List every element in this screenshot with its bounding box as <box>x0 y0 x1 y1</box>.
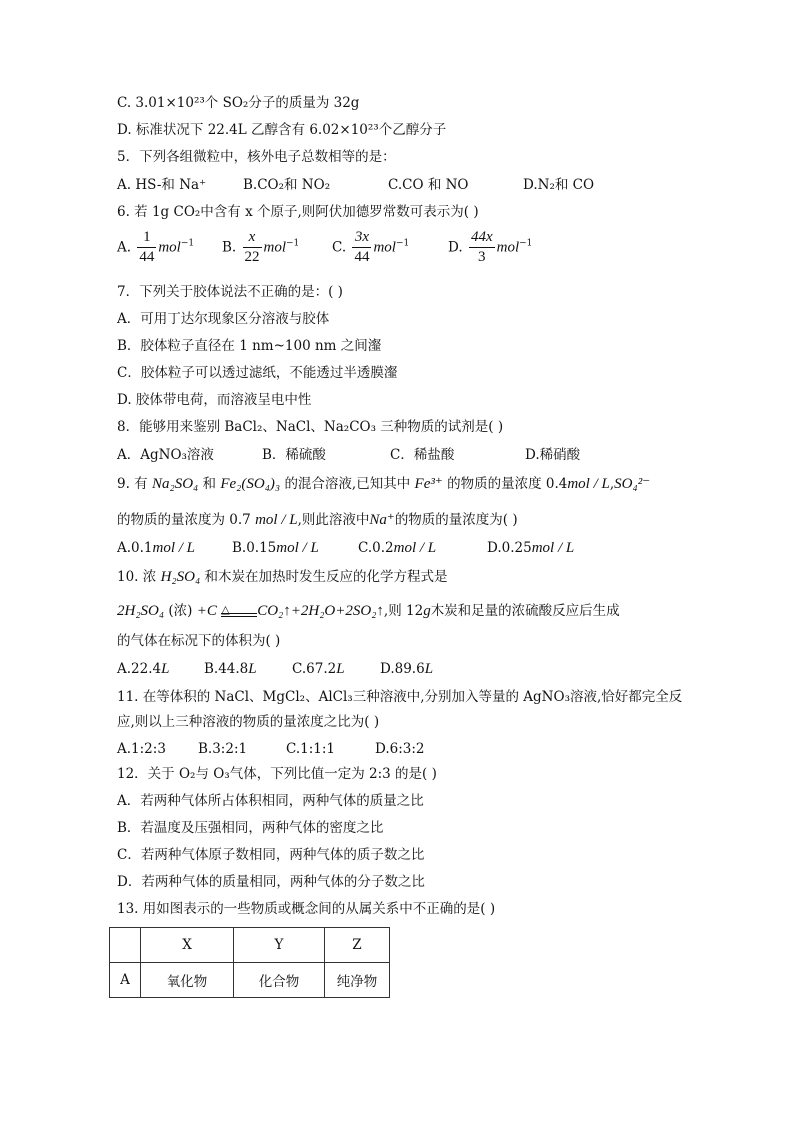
q6-options <box>0 230 794 274</box>
q6-option-d: D. $\frac{44x}{3}$ mol$^{-1}$ <box>448 229 533 265</box>
table-header-cell <box>110 928 141 963</box>
q7-option-b: B．胶体粒子直径在 1 nm~100 nm 之间瀣 <box>117 338 382 354</box>
q12-option-a: A．若两种气体所占体积相同，两种气体的质量之比 <box>117 793 424 809</box>
q10-stem-line1: 10. 浓 H₂SO₄ 和木炭在加热时发生反应的化学方程式是 <box>117 569 448 585</box>
q7-option-c: C．胶体粒子可以透过滤纸，不能透过半透膜瀣 <box>117 365 398 381</box>
q8-option-c: C．稀盐酸 <box>390 447 455 463</box>
q5-option-d: D.N₂和 CO <box>523 177 595 193</box>
q5-stem: 5．下列各组微粒中，核外电子总数相等的是： <box>117 149 396 165</box>
q10-option-b: B.44.8L <box>204 661 257 677</box>
fraction: $\frac{x}{22}$ <box>244 229 260 265</box>
q6-stem: 6. 若 1g CO₂中含有 x 个原子,则阿伏加德罗常数可表示为( ) <box>117 204 479 220</box>
q10-option-c: C.67.2L <box>292 661 345 677</box>
q4-option-c: C. 3.01×10²³个 SO₂分子的质量为 32g <box>117 95 360 111</box>
q13-table <box>109 927 390 998</box>
heat-condition-sign <box>221 602 257 619</box>
equation-products: CO₂↑+2H₂O+2SO₂↑ <box>257 603 384 619</box>
q7-stem: 7．下列关于胶体说法不正确的是：( ) <box>117 284 343 300</box>
q12-option-b: B．若温度及压强相同，两种气体的密度之比 <box>117 820 384 836</box>
q13-stem: 13. 用如图表示的一些物质或概念间的从属关系中不正确的是( ) <box>117 901 496 917</box>
q9-option-a: A.0.1mol / L <box>117 540 196 556</box>
q6-option-b: B. $\frac{x}{22}$ mol$^{-1}$ <box>222 229 300 265</box>
table-cell: 氧化物 <box>141 963 234 998</box>
q12-option-c: C．若两种气体原子数相同，两种气体的质子数之比 <box>117 847 425 863</box>
q11-stem-line1: 11. 在等体积的 NaCl、MgCl₂、AlCl₃三种溶液中,分别加入等量的 AgNO₃溶液,恰好都完全反 <box>117 689 683 705</box>
fraction: $\frac{1}{44}$ <box>139 229 155 265</box>
table-row <box>110 963 390 998</box>
q11-option-c: C.1:1:1 <box>286 741 336 757</box>
table-header-row <box>110 928 390 963</box>
q9-stem-line2: 的物质的量浓度为 0.7 mol / L,则此溶液中Na⁺的物质的量浓度为( ) <box>117 512 518 528</box>
table-header-cell: X <box>141 928 234 963</box>
equation-reactant: 2H₂SO₄ <box>117 603 165 619</box>
q5-option-a: A. HS-和 Na⁺ <box>117 177 207 193</box>
q5-option-c: C.CO 和 NO <box>388 177 469 193</box>
q9-option-d: D.0.25mol / L <box>487 540 575 556</box>
q10-equation-line: 2H₂SO₄ (浓) +C △ CO₂↑+2H₂O+2SO₂↑,则 12g木炭和足量的浓硫酸反应后生成 <box>117 602 620 619</box>
q6-option-c: C. $\frac{3x}{44}$ mol$^{-1}$ <box>332 229 410 265</box>
q9-stem-line1: 9. 有 Na₂SO₄ 和 Fe₂(SO₄)₃ 的混合溶液,已知其中 Fe³⁺ 的物质的量浓度 0.4mol / L,SO₄²⁻ <box>117 476 651 492</box>
q7-option-a: A．可用丁达尔现象区分溶液与胶体 <box>117 311 330 327</box>
q5-option-b: B.CO₂和 NO₂ <box>243 177 331 193</box>
q10-option-d: D.89.6L <box>380 661 434 677</box>
table-cell: 化合物 <box>234 963 325 998</box>
q4-option-d: D. 标准状况下 22.4L 乙醇含有 6.02×10²³个乙醇分子 <box>117 122 447 138</box>
fraction: $\frac{3x}{44}$ <box>354 229 370 265</box>
q12-stem: 12．关于 O₂与 O₃气体，下列比值一定为 2:3 的是( ) <box>117 766 437 782</box>
q10-stem-line3: 的气体在标况下的体积为( ) <box>117 633 281 649</box>
q6-option-a: A. $\frac{1}{44}$ mol$^{-1}$ <box>117 229 195 265</box>
table-header-cell: Z <box>325 928 390 963</box>
heat-triangle-icon: △ <box>221 602 230 616</box>
table-cell: 纯净物 <box>325 963 390 998</box>
q10-option-a: A.22.4L <box>117 661 170 677</box>
q11-stem-line2: 应,则以上三种溶液的物质的量浓度之比为( ) <box>117 714 380 730</box>
q8-option-b: B．稀硫酸 <box>262 447 326 463</box>
q8-option-a: A．AgNO₃溶液 <box>117 447 214 463</box>
table-cell: A <box>110 963 141 998</box>
q9-option-c: C.0.2mol / L <box>358 540 437 556</box>
q11-option-b: B.3:2:1 <box>198 741 248 757</box>
q8-stem: 8．能够用来鉴别 BaCl₂、NaCl、Na₂CO₃ 三种物质的试剂是( ) <box>117 419 504 435</box>
q9-option-b: B.0.15mol / L <box>232 540 319 556</box>
table-header-cell: Y <box>234 928 325 963</box>
q7-option-d: D. 胶体带电荷，而溶液呈电中性 <box>117 392 312 408</box>
q12-option-d: D．若两种气体的质量相同，两种气体的分子数之比 <box>117 874 425 890</box>
q8-option-d: D.稀硝酸 <box>525 447 581 463</box>
fraction: $\frac{44x}{3}$ <box>470 229 493 265</box>
q11-option-a: A.1:2:3 <box>117 741 166 757</box>
q11-option-d: D.6:3:2 <box>375 741 425 757</box>
